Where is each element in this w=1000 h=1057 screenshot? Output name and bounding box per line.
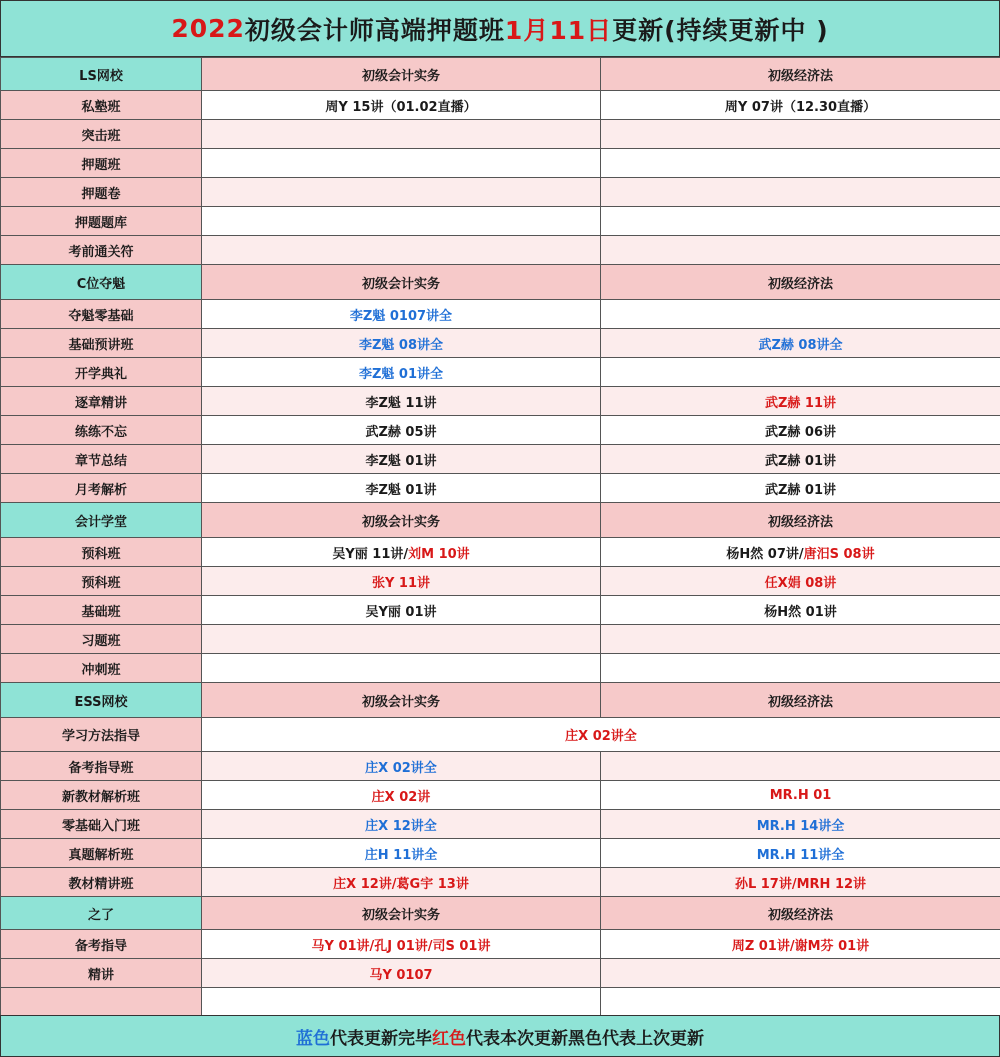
row-label: 新教材解析班 <box>1 781 202 810</box>
table-row <box>1 988 1000 1017</box>
cell-accounting <box>202 868 601 897</box>
column-header-law: 初级经济法 <box>601 265 1000 300</box>
cell-text: 武Z赫 01讲 <box>764 453 837 469</box>
cell-text: 李Z魁 01讲 <box>365 482 437 498</box>
row-label: 精讲 <box>1 959 202 988</box>
title-year: 2022 <box>171 14 245 43</box>
legend-black-text: 黑色代表上次更新 <box>568 1028 704 1049</box>
cell-accounting <box>202 781 601 810</box>
cell-text: 孙L 17讲/MRH 12讲 <box>734 876 867 892</box>
table-row <box>1 781 1000 810</box>
row-label: 冲刺班 <box>1 654 202 683</box>
title-text-b: 更新(持续更新中 ) <box>612 15 829 45</box>
section-header-row <box>1 897 1000 930</box>
cell-law <box>601 625 1000 654</box>
table-row <box>1 625 1000 654</box>
cell-law <box>601 781 1000 810</box>
column-header-accounting: 初级会计实务 <box>202 265 601 300</box>
row-label <box>1 988 202 1017</box>
table-row <box>1 329 1000 358</box>
cell-law <box>601 839 1000 868</box>
cell-text-prefix: 杨H然 07讲/ <box>726 546 804 562</box>
cell-accounting <box>202 120 601 149</box>
cell-text: 庄X 02讲全 <box>365 760 437 776</box>
cell-text: 杨H然 01讲 <box>764 604 837 620</box>
table-row <box>1 752 1000 781</box>
table-row <box>1 930 1000 959</box>
cell-law <box>601 474 1000 503</box>
cell-text: 吴Y丽 01讲 <box>365 604 437 620</box>
row-label: 真题解析班 <box>1 839 202 868</box>
cell-accounting <box>202 387 601 416</box>
table-row <box>1 810 1000 839</box>
cell-law <box>601 988 1000 1017</box>
table-row <box>1 178 1000 207</box>
row-label: 夺魁零基础 <box>1 300 202 329</box>
row-label: 章节总结 <box>1 445 202 474</box>
row-label: 押题题库 <box>1 207 202 236</box>
table-row <box>1 445 1000 474</box>
column-header-law: 初级经济法 <box>601 683 1000 718</box>
cell-text: MR.H 01 <box>769 787 832 803</box>
table-row <box>1 91 1000 120</box>
cell-law <box>601 416 1000 445</box>
cell-text: 武Z赫 01讲 <box>764 482 837 498</box>
title-date: 1月11日 <box>504 15 613 45</box>
cell-law <box>601 120 1000 149</box>
table-row <box>1 236 1000 265</box>
legend-blue-text: 代表更新完毕 <box>330 1028 432 1049</box>
cell-law <box>601 445 1000 474</box>
cell-law <box>601 358 1000 387</box>
row-label: 习题班 <box>1 625 202 654</box>
cell-law <box>601 567 1000 596</box>
cell-accounting <box>202 300 601 329</box>
cell-text: 庄X 12讲/葛G宇 13讲 <box>333 876 469 892</box>
cell-text: 马Y 0107 <box>369 967 433 983</box>
column-header-law: 初级经济法 <box>601 58 1000 91</box>
cell-law <box>601 387 1000 416</box>
row-label: 逐章精讲 <box>1 387 202 416</box>
cell-accounting <box>202 445 601 474</box>
cell-text: 刘M 10讲 <box>408 546 470 562</box>
cell-accounting <box>202 149 601 178</box>
section-name: 会计学堂 <box>1 503 202 538</box>
row-label: 学习方法指导 <box>1 718 202 752</box>
row-label: 突击班 <box>1 120 202 149</box>
cell-accounting <box>202 178 601 207</box>
table-row <box>1 358 1000 387</box>
row-label: 押题班 <box>1 149 202 178</box>
cell-accounting <box>202 654 601 683</box>
cell-text: 庄H 11讲全 <box>364 847 438 863</box>
cell-text: MR.H 11讲全 <box>756 847 845 863</box>
cell-accounting <box>202 596 601 625</box>
cell-accounting <box>202 358 601 387</box>
cell-text: 周Z 01讲/谢M芬 01讲 <box>731 938 870 954</box>
cell-law <box>601 596 1000 625</box>
section-name: LS网校 <box>1 58 202 91</box>
row-label: 开学典礼 <box>1 358 202 387</box>
cell-accounting <box>202 207 601 236</box>
cell-combined <box>202 718 1000 752</box>
cell-text: 庄X 02讲全 <box>565 729 637 744</box>
cell-text: 武Z赫 11讲 <box>764 395 837 411</box>
cell-text: 武Z赫 05讲 <box>365 424 437 440</box>
table-row <box>1 959 1000 988</box>
legend-red-text: 代表本次更新 <box>466 1028 568 1049</box>
cell-law <box>601 329 1000 358</box>
cell-law <box>601 149 1000 178</box>
page-title <box>0 0 1000 57</box>
section-header-row <box>1 265 1000 300</box>
cell-accounting <box>202 416 601 445</box>
cell-accounting <box>202 538 601 567</box>
cell-text: 张Y 11讲 <box>371 575 431 591</box>
row-label: 押题卷 <box>1 178 202 207</box>
table-row <box>1 596 1000 625</box>
cell-accounting <box>202 839 601 868</box>
row-label: 练练不忘 <box>1 416 202 445</box>
cell-text: MR.H 14讲全 <box>756 818 845 834</box>
cell-law <box>601 654 1000 683</box>
cell-text: 李Z魁 11讲 <box>365 395 437 411</box>
cell-law <box>601 868 1000 897</box>
cell-law <box>601 300 1000 329</box>
column-header-accounting: 初级会计实务 <box>202 897 601 930</box>
cell-accounting <box>202 474 601 503</box>
row-label: 考前通关符 <box>1 236 202 265</box>
table-row <box>1 868 1000 897</box>
cell-text: 唐汨S 08讲 <box>803 546 875 562</box>
cell-text: 武Z赫 08讲全 <box>758 337 843 353</box>
section-name: 之了 <box>1 897 202 930</box>
table-row <box>1 149 1000 178</box>
cell-text: 庄X 02讲 <box>371 789 431 805</box>
table-row <box>1 300 1000 329</box>
cell-accounting <box>202 91 601 120</box>
cell-law <box>601 752 1000 781</box>
column-header-accounting: 初级会计实务 <box>202 58 601 91</box>
row-label: 基础预讲班 <box>1 329 202 358</box>
table-row <box>1 538 1000 567</box>
table-row <box>1 567 1000 596</box>
cell-text-prefix: 吴Y丽 11讲/ <box>332 546 409 562</box>
table-row <box>1 474 1000 503</box>
cell-text: 武Z赫 06讲 <box>764 424 837 440</box>
cell-law <box>601 810 1000 839</box>
cell-text: 任X娟 08讲 <box>764 575 837 591</box>
cell-law <box>601 178 1000 207</box>
section-name: ESS网校 <box>1 683 202 718</box>
cell-text: 庄X 12讲全 <box>365 818 437 834</box>
row-label: 月考解析 <box>1 474 202 503</box>
cell-accounting <box>202 810 601 839</box>
color-legend <box>0 1015 1000 1057</box>
cell-accounting <box>202 236 601 265</box>
cell-accounting <box>202 567 601 596</box>
row-label: 预科班 <box>1 538 202 567</box>
column-header-accounting: 初级会计实务 <box>202 503 601 538</box>
cell-text: 周Y 15讲（01.02直播） <box>325 99 477 115</box>
table-row <box>1 416 1000 445</box>
column-header-accounting: 初级会计实务 <box>202 683 601 718</box>
section-header-row <box>1 503 1000 538</box>
row-label: 教材精讲班 <box>1 868 202 897</box>
cell-law <box>601 538 1000 567</box>
title-text-a: 初级会计师高端押题班 <box>244 15 505 45</box>
row-label: 零基础入门班 <box>1 810 202 839</box>
table-row <box>1 718 1000 752</box>
table-row <box>1 207 1000 236</box>
cell-law <box>601 236 1000 265</box>
table-row <box>1 839 1000 868</box>
row-label: 基础班 <box>1 596 202 625</box>
row-label: 预科班 <box>1 567 202 596</box>
column-header-law: 初级经济法 <box>601 503 1000 538</box>
cell-accounting <box>202 625 601 654</box>
cell-accounting <box>202 752 601 781</box>
row-label: 私塾班 <box>1 91 202 120</box>
column-header-law: 初级经济法 <box>601 897 1000 930</box>
cell-accounting <box>202 959 601 988</box>
cell-law <box>601 959 1000 988</box>
legend-red-word: 红色 <box>432 1028 466 1049</box>
cell-text: 李Z魁 0107讲全 <box>349 308 453 324</box>
schedule-table <box>0 57 1000 1017</box>
table-row <box>1 120 1000 149</box>
cell-law <box>601 930 1000 959</box>
cell-accounting <box>202 930 601 959</box>
cell-accounting <box>202 988 601 1017</box>
cell-text: 李Z魁 01讲 <box>365 453 437 469</box>
cell-text: 马Y 01讲/孔J 01讲/司S 01讲 <box>311 938 491 954</box>
legend-blue-word: 蓝色 <box>296 1028 330 1049</box>
cell-law <box>601 91 1000 120</box>
section-name: C位夺魁 <box>1 265 202 300</box>
cell-text: 李Z魁 08讲全 <box>358 337 444 353</box>
section-header-row <box>1 683 1000 718</box>
cell-text: 李Z魁 01讲全 <box>358 366 444 382</box>
row-label: 备考指导 <box>1 930 202 959</box>
table-row <box>1 387 1000 416</box>
section-header-row <box>1 58 1000 91</box>
table-row <box>1 654 1000 683</box>
cell-law <box>601 207 1000 236</box>
row-label: 备考指导班 <box>1 752 202 781</box>
cell-text: 周Y 07讲（12.30直播） <box>724 99 877 115</box>
cell-accounting <box>202 329 601 358</box>
